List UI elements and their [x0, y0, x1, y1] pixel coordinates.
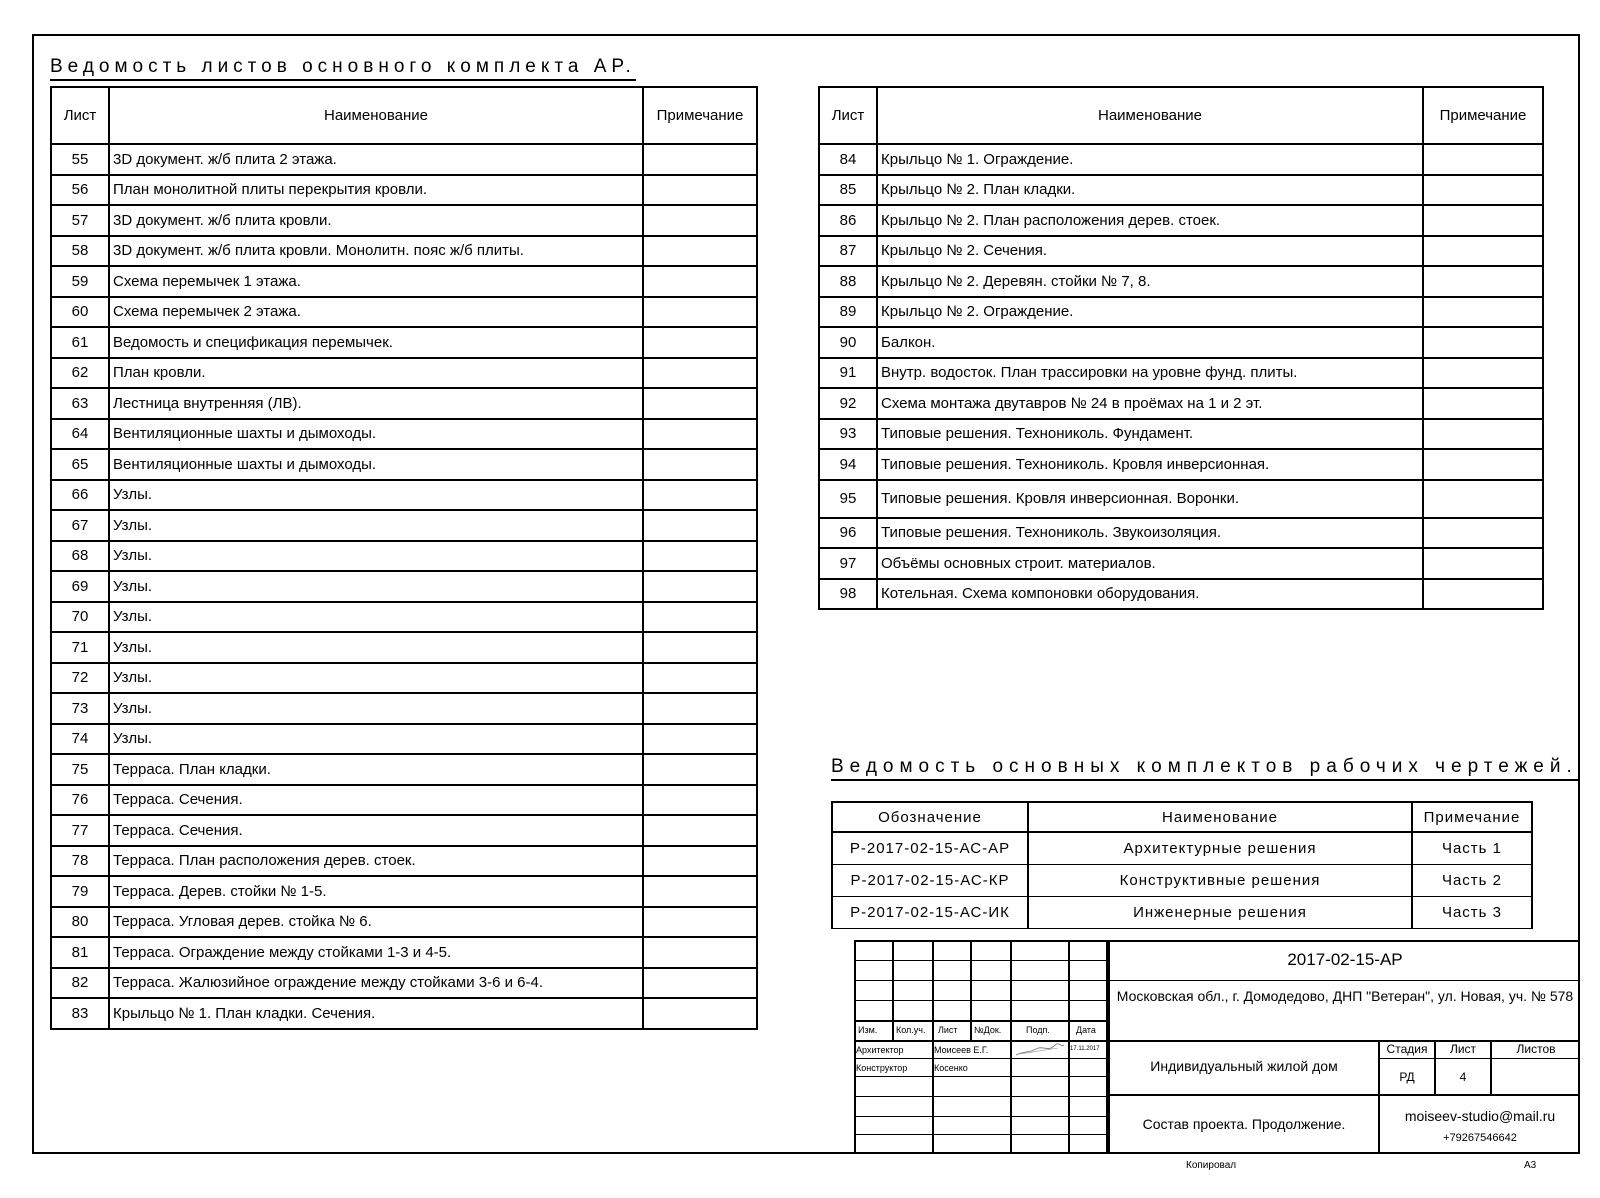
sheet-label: Лист: [1449, 1042, 1477, 1056]
row-note: [643, 358, 757, 389]
row-sheet-number: 87: [819, 236, 877, 267]
row-sheet-name: Крыльцо № 1. Ограждение.: [877, 144, 1423, 175]
row-sheet-name: Типовые решения. Технониколь. Фундамент.: [877, 419, 1423, 450]
table-row: [51, 175, 757, 206]
row-sheet-name: Узлы.: [109, 602, 643, 633]
table-row: [819, 579, 1543, 610]
row-sheet-number: 69: [51, 571, 109, 602]
row-note: [643, 815, 757, 846]
row-sheet-name: Типовые решения. Технониколь. Звукоизоляция.: [877, 518, 1423, 549]
row-sheet-name: Внутр. водосток. План трассировки на уровне фунд. плиты.: [877, 358, 1423, 389]
sheet-list-title-text: Ведомость листов основного комплекта АР.: [50, 56, 636, 81]
row-sheet-name: Терраса. Дерев. стойки № 1-5.: [109, 876, 643, 907]
row-sheet-name: Терраса. Угловая дерев. стойка № 6.: [109, 907, 643, 938]
row-sheet-name: Узлы.: [109, 541, 643, 572]
contact-email: moiseev-studio@mail.ru: [1404, 1108, 1556, 1124]
row-sheet-name: Ведомость и спецификация перемычек.: [109, 327, 643, 358]
row-sheet-number: 77: [51, 815, 109, 846]
row-sheet-number: 79: [51, 876, 109, 907]
row-sheet-number: 66: [51, 480, 109, 511]
row-sheet-name: Типовые решения. Кровля инверсионная. Воронки.: [877, 480, 1423, 518]
row-note: [643, 419, 757, 450]
stamp-role-architect: Архитектор: [856, 1045, 904, 1055]
table-row: [51, 358, 757, 389]
sets-title-text: Ведомость основных комплектов рабочих чертежей.: [831, 756, 1578, 781]
row-sheet-name: Узлы.: [109, 693, 643, 724]
row-sheet-number: 56: [51, 175, 109, 206]
row-note: [1423, 388, 1543, 419]
table-row: [51, 876, 757, 907]
row-sheet-name: Узлы.: [109, 510, 643, 541]
row-note: [643, 602, 757, 633]
table-row: [51, 327, 757, 358]
row-note: [1423, 518, 1543, 549]
sheet-list-table-left: [50, 86, 758, 1030]
row-sheet-number: 59: [51, 266, 109, 297]
table-row: [51, 297, 757, 328]
copied-label: Копировал: [1186, 1160, 1237, 1171]
row-sheet-name: 3D документ. ж/б плита кровли. Монолитн. пояс ж/б плиты.: [109, 236, 643, 267]
col-header-name: Наименование: [109, 87, 643, 144]
object-name: Индивидуальный жилой дом: [1150, 1058, 1338, 1074]
row-note: [643, 175, 757, 206]
table-row: [51, 480, 757, 511]
row-sheet-name: Узлы.: [109, 571, 643, 602]
sheet-value: 4: [1459, 1070, 1467, 1084]
set-note: Часть 2: [1412, 864, 1532, 896]
row-sheet-number: 98: [819, 579, 877, 610]
row-sheet-number: 57: [51, 205, 109, 236]
row-sheet-name: План монолитной плиты перекрытия кровли.: [109, 175, 643, 206]
table-row: [819, 419, 1543, 450]
row-note: [643, 205, 757, 236]
table-row: [51, 632, 757, 663]
signature-image: [1014, 1042, 1066, 1058]
format-label: А3: [1524, 1160, 1537, 1171]
row-sheet-number: 65: [51, 449, 109, 480]
row-sheet-name: Крыльцо № 1. План кладки. Сечения.: [109, 998, 643, 1029]
table-row: [819, 297, 1543, 328]
table-row: [819, 144, 1543, 175]
title-block: [854, 940, 1580, 1154]
row-note: [643, 785, 757, 816]
row-sheet-number: 86: [819, 205, 877, 236]
row-sheet-name: Крыльцо № 2. План кладки.: [877, 175, 1423, 206]
row-note: [643, 907, 757, 938]
row-sheet-number: 84: [819, 144, 877, 175]
row-sheet-number: 88: [819, 266, 877, 297]
table-row: [51, 602, 757, 633]
row-sheet-name: Крыльцо № 2. Деревян. стойки № 7, 8.: [877, 266, 1423, 297]
row-sheet-number: 96: [819, 518, 877, 549]
table-row: [51, 144, 757, 175]
sets-row: [832, 832, 1532, 864]
row-sheet-name: Крыльцо № 2. Сечения.: [877, 236, 1423, 267]
row-sheet-number: 74: [51, 724, 109, 755]
table-row: [51, 998, 757, 1029]
row-sheet-name: Типовые решения. Технониколь. Кровля инверсионная.: [877, 449, 1423, 480]
row-sheet-number: 72: [51, 663, 109, 694]
row-sheet-number: 93: [819, 419, 877, 450]
row-note: [643, 998, 757, 1029]
table-row: [819, 175, 1543, 206]
row-sheet-number: 61: [51, 327, 109, 358]
row-note: [1423, 266, 1543, 297]
row-sheet-name: Котельная. Схема компоновки оборудования.: [877, 579, 1423, 610]
row-sheet-number: 64: [51, 419, 109, 450]
row-note: [643, 876, 757, 907]
row-sheet-number: 55: [51, 144, 109, 175]
stamp-header-podp: Подп.: [1026, 1025, 1050, 1035]
contact-phone: +79267546642: [1443, 1132, 1517, 1144]
row-sheet-number: 91: [819, 358, 877, 389]
row-note: [643, 449, 757, 480]
row-note: [643, 754, 757, 785]
table-row: [51, 449, 757, 480]
table-row: [819, 388, 1543, 419]
row-sheet-name: Узлы.: [109, 724, 643, 755]
row-sheet-name: План кровли.: [109, 358, 643, 389]
set-code: Р-2017-02-15-АС-ИК: [832, 896, 1028, 928]
row-sheet-name: Лестница внутренняя (ЛВ).: [109, 388, 643, 419]
row-sheet-name: Схема монтажа двутавров № 24 в проёмах на 1 и 2 эт.: [877, 388, 1423, 419]
table-row: [51, 510, 757, 541]
row-note: [643, 388, 757, 419]
sets-header-name: Наименование: [1028, 802, 1412, 832]
table-row: [51, 846, 757, 877]
table-row: [819, 236, 1543, 267]
row-sheet-number: 76: [51, 785, 109, 816]
row-sheet-name: Терраса. Жалюзийное ограждение между стойками 3-6 и 6-4.: [109, 968, 643, 999]
project-address: Московская обл., г. Домодедово, ДНП "Ветеран", ул. Новая, уч. № 578: [1116, 988, 1574, 1004]
row-note: [643, 663, 757, 694]
row-sheet-number: 73: [51, 693, 109, 724]
table-row: [51, 754, 757, 785]
col-header-sheet: Лист: [819, 87, 877, 144]
row-sheet-name: Вентиляционные шахты и дымоходы.: [109, 419, 643, 450]
set-name: Конструктивные решения: [1028, 864, 1412, 896]
table-row: [819, 548, 1543, 579]
sets-row: [832, 896, 1532, 928]
table-row: [819, 518, 1543, 549]
row-note: [643, 266, 757, 297]
table-row: [51, 205, 757, 236]
row-sheet-name: Схема перемычек 1 этажа.: [109, 266, 643, 297]
col-header-note: Примечание: [1423, 87, 1543, 144]
stamp-role-constructor: Конструктор: [856, 1063, 908, 1073]
row-sheet-name: Терраса. План расположения дерев. стоек.: [109, 846, 643, 877]
row-sheet-name: 3D документ. ж/б плита кровли.: [109, 205, 643, 236]
sheets-label: Листов: [1516, 1042, 1556, 1056]
row-sheet-number: 71: [51, 632, 109, 663]
row-sheet-number: 90: [819, 327, 877, 358]
row-sheet-name: Вентиляционные шахты и дымоходы.: [109, 449, 643, 480]
table-row: [819, 449, 1543, 480]
table-row: [51, 571, 757, 602]
table-row: [51, 724, 757, 755]
table-row: [51, 785, 757, 816]
table-row: [819, 358, 1543, 389]
row-sheet-name: Балкон.: [877, 327, 1423, 358]
table-row: [51, 663, 757, 694]
table-row: [51, 266, 757, 297]
row-sheet-number: 89: [819, 297, 877, 328]
row-sheet-number: 70: [51, 602, 109, 633]
row-sheet-name: Терраса. Сечения.: [109, 785, 643, 816]
row-note: [643, 327, 757, 358]
row-note: [643, 632, 757, 663]
row-sheet-name: Схема перемычек 2 этажа.: [109, 297, 643, 328]
row-note: [1423, 297, 1543, 328]
row-sheet-number: 78: [51, 846, 109, 877]
row-sheet-name: Узлы.: [109, 632, 643, 663]
row-note: [643, 846, 757, 877]
stamp-person-architect: Моисеев Е.Г.: [934, 1045, 989, 1055]
sets-row: [832, 864, 1532, 896]
table-row: [51, 968, 757, 999]
row-note: [1423, 548, 1543, 579]
sheet-title: Состав проекта. Продолжение.: [1142, 1116, 1346, 1132]
row-note: [1423, 144, 1543, 175]
stage-label: Стадия: [1386, 1042, 1428, 1056]
set-code: Р-2017-02-15-АС-КР: [832, 864, 1028, 896]
sets-header-note: Примечание: [1412, 802, 1532, 832]
row-sheet-number: 83: [51, 998, 109, 1029]
table-row: [51, 419, 757, 450]
row-note: [643, 724, 757, 755]
table-row: [51, 937, 757, 968]
row-note: [643, 541, 757, 572]
col-header-sheet: Лист: [51, 87, 109, 144]
row-sheet-number: 80: [51, 907, 109, 938]
row-sheet-number: 62: [51, 358, 109, 389]
row-note: [643, 236, 757, 267]
row-note: [1423, 175, 1543, 206]
row-note: [1423, 579, 1543, 610]
row-sheet-name: Узлы.: [109, 480, 643, 511]
sets-table: [831, 801, 1533, 929]
col-header-name: Наименование: [877, 87, 1423, 144]
row-sheet-number: 97: [819, 548, 877, 579]
row-sheet-name: Крыльцо № 2. Ограждение.: [877, 297, 1423, 328]
row-note: [643, 693, 757, 724]
row-sheet-number: 94: [819, 449, 877, 480]
stamp-person-constructor: Косенко: [934, 1063, 968, 1073]
row-note: [643, 937, 757, 968]
row-sheet-number: 82: [51, 968, 109, 999]
row-sheet-number: 67: [51, 510, 109, 541]
set-name: Инженерные решения: [1028, 896, 1412, 928]
row-note: [1423, 236, 1543, 267]
row-sheet-number: 92: [819, 388, 877, 419]
row-sheet-number: 58: [51, 236, 109, 267]
stamp-header-izm: Изм.: [858, 1025, 878, 1035]
row-note: [643, 297, 757, 328]
stage-value: РД: [1399, 1070, 1415, 1084]
table-row: [819, 480, 1543, 518]
sheet-list-table-right: [818, 86, 1544, 610]
stamp-header-kol: Кол.уч.: [896, 1025, 926, 1035]
set-code: Р-2017-02-15-АС-АР: [832, 832, 1028, 864]
sets-header-code: Обозначение: [832, 802, 1028, 832]
stamp-date-architect: 17.11.2017: [1070, 1046, 1100, 1052]
table-row: [51, 236, 757, 267]
table-row: [51, 815, 757, 846]
row-note: [1423, 419, 1543, 450]
table-row: [51, 541, 757, 572]
row-note: [643, 510, 757, 541]
row-note: [643, 144, 757, 175]
table-row: [819, 205, 1543, 236]
row-sheet-name: 3D документ. ж/б плита 2 этажа.: [109, 144, 643, 175]
row-note: [1423, 327, 1543, 358]
col-header-note: Примечание: [643, 87, 757, 144]
row-note: [643, 480, 757, 511]
stamp-header-list: Лист: [938, 1025, 958, 1035]
row-sheet-name: Узлы.: [109, 663, 643, 694]
row-sheet-name: Терраса. План кладки.: [109, 754, 643, 785]
row-sheet-number: 95: [819, 480, 877, 518]
row-note: [1423, 358, 1543, 389]
stamp-header-ndok: №Док.: [974, 1025, 1002, 1035]
row-sheet-name: Терраса. Ограждение между стойками 1-3 и 4-5.: [109, 937, 643, 968]
row-sheet-number: 81: [51, 937, 109, 968]
table-row: [51, 907, 757, 938]
row-note: [1423, 205, 1543, 236]
set-note: Часть 1: [1412, 832, 1532, 864]
row-sheet-name: Крыльцо № 2. План расположения дерев. стоек.: [877, 205, 1423, 236]
table-row: [819, 327, 1543, 358]
row-sheet-name: Терраса. Сечения.: [109, 815, 643, 846]
table-row: [51, 693, 757, 724]
table-row: [51, 388, 757, 419]
row-sheet-number: 60: [51, 297, 109, 328]
row-sheet-number: 85: [819, 175, 877, 206]
row-sheet-number: 63: [51, 388, 109, 419]
sheet-list-title: [50, 56, 636, 81]
row-sheet-name: Объёмы основных строит. материалов.: [877, 548, 1423, 579]
project-code: 2017-02-15-АР: [1287, 950, 1403, 969]
stamp-header-date: Дата: [1076, 1025, 1096, 1035]
row-note: [1423, 480, 1543, 518]
set-note: Часть 3: [1412, 896, 1532, 928]
row-note: [643, 571, 757, 602]
row-sheet-number: 75: [51, 754, 109, 785]
row-sheet-number: 68: [51, 541, 109, 572]
table-row: [819, 266, 1543, 297]
set-name: Архитектурные решения: [1028, 832, 1412, 864]
row-note: [1423, 449, 1543, 480]
sets-title: [831, 756, 1578, 781]
row-note: [643, 968, 757, 999]
